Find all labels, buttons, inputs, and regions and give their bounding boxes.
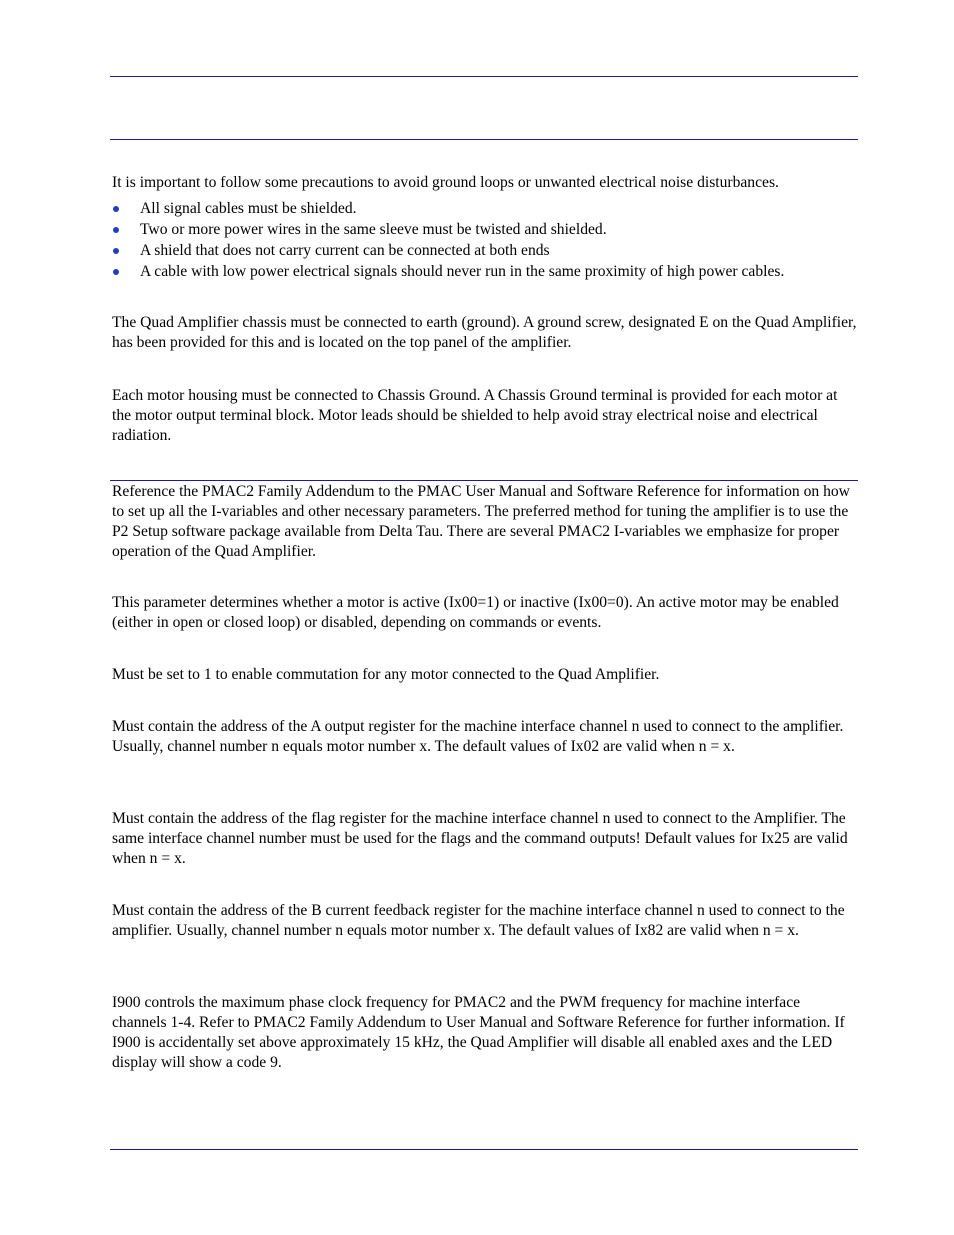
- grounding-intro: It is important to follow some precautions to avoid ground loops or unwanted electrical noise disturbances.: [112, 174, 779, 191]
- list-item: A shield that does not carry current can be connected at both ends: [112, 240, 858, 261]
- chassis-ground-paragraph: The Quad Amplifier chassis must be connected to earth (ground). A ground screw, designated E on the Quad Amplifier, has been provided for this and is located on the top panel of the amplifier.: [112, 314, 857, 351]
- i900-paragraph: I900 controls the maximum phase clock frequency for PMAC2 and the PWM frequency for machine interface channels 1-4. Refer to PMAC2 Family Addendum to User Manual and Software Reference for further information. If I900 is accidentally set above approximately 15 kHz, the Quad Amplifier will disable all enabled axes and the LED display will show a code 9.: [112, 994, 845, 1071]
- bullet-icon: [113, 248, 119, 254]
- ix82-paragraph: Must contain the address of the B current feedback register for the machine interface channel n used to connect to the amplifier. Usually, channel number n equals motor number x. The default values of Ix82 are valid when n = x.: [112, 902, 845, 939]
- bullet-icon: [113, 269, 119, 275]
- list-item: A cable with low power electrical signals should never run in the same proximity of high power cables.: [112, 261, 858, 282]
- list-item: Two or more power wires in the same sleeve must be twisted and shielded.: [112, 219, 858, 240]
- footer-rule: [110, 1149, 858, 1150]
- bullet-icon: [113, 227, 119, 233]
- header-rule: [110, 76, 858, 77]
- ix25-paragraph: Must contain the address of the flag register for the machine interface channel n used to connect to the Amplifier. The same interface channel number must be used for the flags and the command outputs! Default values for Ix25 are valid when n = x.: [112, 810, 848, 867]
- bullet-icon: [113, 206, 119, 212]
- ix02-paragraph: Must contain the address of the A output register for the machine interface channel n used to connect to the amplifier. Usually, channel number n equals motor number x. The default values of Ix02 are valid when n = x.: [112, 718, 844, 755]
- motor-housing-paragraph: Each motor housing must be connected to Chassis Ground. A Chassis Ground terminal is provided for each motor at the motor output terminal block. Motor leads should be shielded to help avoid stray electrical noise and electrical radiation.: [112, 387, 838, 444]
- list-item: All signal cables must be shielded.: [112, 198, 858, 219]
- ix00-paragraph: This parameter determines whether a motor is active (Ix00=1) or inactive (Ix00=0). An active motor may be enabled (either in open or closed loop) or disabled, depending on commands or events.: [112, 594, 839, 631]
- section-rule-setup: [110, 480, 858, 481]
- ix01-paragraph: Must be set to 1 to enable commutation for any motor connected to the Quad Amplifier.: [112, 666, 660, 683]
- grounding-precaution-list: [112, 198, 858, 282]
- section-rule-grounding: [110, 139, 858, 140]
- setup-reference-paragraph: Reference the PMAC2 Family Addendum to the PMAC User Manual and Software Reference for information on how to set up all the I-variables and other necessary parameters. The preferred method for tuning the amplifier is to use the P2 Setup software package available from Delta Tau. There are several PMAC2 I-variables we emphasize for proper operation of the Quad Amplifier.: [112, 483, 850, 560]
